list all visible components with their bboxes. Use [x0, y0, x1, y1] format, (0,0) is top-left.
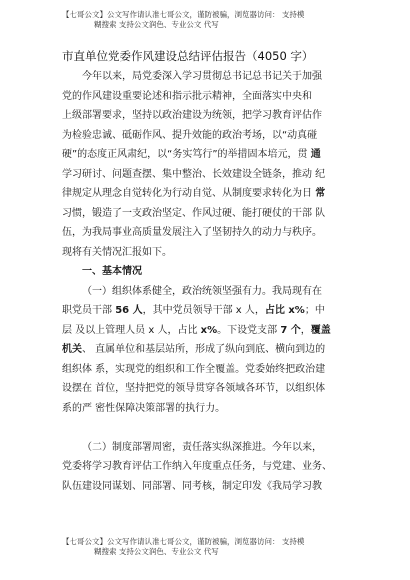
body-text: 现将有关情况汇报如下。: [62, 246, 172, 258]
body-line: [62, 340, 359, 360]
footer-notice-line-2: 糊搜索 支持公文润色、专业公文 代写: [94, 547, 219, 556]
body-text: 习惯，锻造了一支政治坚定、作风过硬、能打硬仗的干部 队: [62, 207, 326, 219]
body-line: [62, 184, 359, 204]
body-line: [62, 145, 359, 165]
body-line: [62, 126, 359, 146]
header-notice-line-1: 【七哥公文】公文写作请认准七哥公文，谨防被骗，浏览器访问： 支持模: [62, 10, 305, 19]
body-line: [62, 282, 359, 302]
body-line: [62, 321, 359, 341]
body-text: ；中: [304, 305, 325, 316]
document-body: [62, 67, 359, 496]
body-text: （一）组织体系健全，政治统领坚强有力。我局现有在: [82, 285, 322, 297]
footer-watermark-notice: [62, 537, 362, 557]
body-text: （二）制度部署周密，责任落实纵深推进。今年以来，: [82, 441, 322, 453]
document-title: 市直单位党委作风建设总结评估报告（4050 字）: [62, 49, 314, 63]
emphasized-text: 常: [315, 188, 326, 199]
body-line: [62, 243, 359, 263]
body-line: [62, 477, 359, 497]
body-text: 硬”的态度正风肃纪，以“务实笃行”的举措固本培元，贯: [62, 149, 311, 160]
header-notice-line-2: 糊搜索 支持公文润色、专业公文 代写: [94, 20, 219, 29]
emphasized-text: 7 个: [280, 324, 301, 336]
body-text: 组织体 系，实现党的组织和工作全覆盖。党委始终把政治建: [62, 363, 326, 375]
body-text: 。下设党支部: [217, 324, 281, 336]
body-text: 党的作风建设重要论述和指示批示精神，全面落实中央和: [62, 90, 312, 102]
body-text: 系的严 密性保障决策部署的执行力。: [62, 402, 226, 414]
body-text: 上级部署要求，坚持以政治建设为统领，把学习教育评估作: [62, 110, 322, 121]
emphasized-text: 56 人: [115, 305, 143, 316]
body-line: [62, 87, 359, 107]
body-line: [62, 106, 359, 126]
body-line: [62, 262, 359, 282]
body-text: 、 直属单位和基层站所，形成了纵向到底、横向到边的: [82, 344, 326, 355]
body-text: 设摆在 首位，坚持把党的领导贯穿各领域各环节，以组织体: [62, 383, 326, 394]
body-text: 伍，为我局事业高质量发展注入了坚韧持久的动力与秩序。: [62, 227, 322, 238]
body-text: ，其中党员领导干部 x 人，: [142, 305, 265, 316]
body-text: 学习研讨、问题查摆、集中整治、长效建设全链条，推动 纪: [62, 168, 326, 180]
body-text: 律规定从理念自觉转化为行动自觉、从制度要求转化为日: [62, 188, 316, 199]
footer-notice-line-1: 【七哥公文】公文写作请认准七哥公文，谨防被骗，浏览器访问： 支持模: [62, 537, 305, 546]
body-line: [62, 223, 359, 243]
body-text: 层 及以上管理人员 x 人，占比: [62, 324, 201, 336]
header-watermark-notice: [62, 10, 362, 30]
emphasized-text: 占比 x%: [264, 305, 305, 316]
body-line: [62, 67, 359, 87]
body-text: 党委将学习教育评估工作纳入年度重点任务，与党建、业务、: [62, 461, 332, 472]
body-text: 为检验忠诚、砥砺作风、提升效能的政治考场，以“动真碰: [62, 129, 318, 141]
emphasized-text: 通: [310, 149, 321, 160]
body-text: 今年以来，局党委深入学习贯彻总书记总书记关于加强: [82, 71, 322, 82]
emphasized-text: x%: [200, 324, 218, 336]
body-line: [62, 399, 359, 419]
body-line: [62, 438, 359, 458]
body-line: [62, 418, 359, 438]
emphasized-text: 一、基本情况: [82, 266, 142, 277]
body-text: 队伍建设同谋划、同部署、同考核，制定印发《我局学习教: [62, 480, 322, 492]
body-text: 职党员干部: [62, 305, 116, 316]
emphasized-text: 机关: [62, 344, 82, 355]
body-line: [62, 165, 359, 185]
body-line: [62, 360, 359, 380]
body-line: [62, 204, 359, 224]
body-line: [62, 457, 359, 477]
body-text: ，: [300, 324, 311, 336]
body-line: [62, 301, 359, 321]
emphasized-text: 覆盖: [310, 324, 331, 336]
body-line: [62, 379, 359, 399]
